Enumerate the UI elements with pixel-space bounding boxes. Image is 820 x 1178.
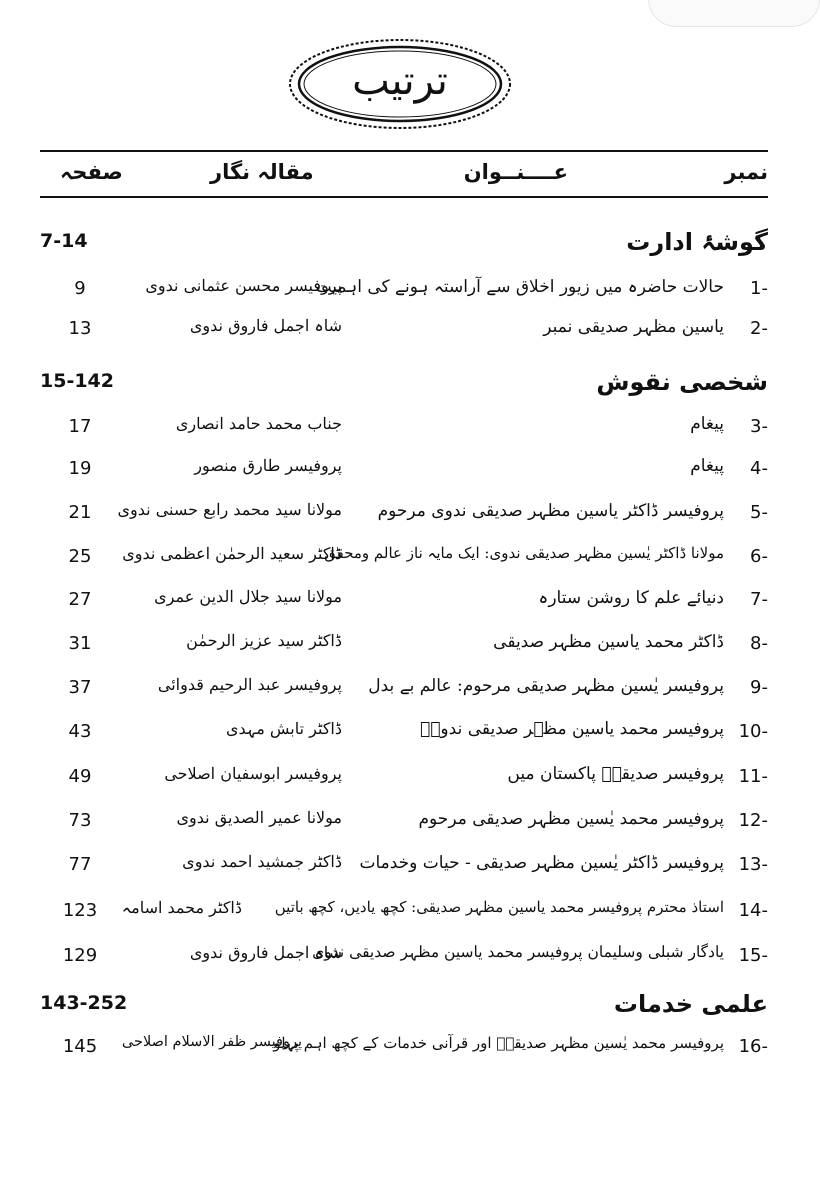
section-range: 143-252 <box>40 992 128 1014</box>
header-number: نمبر <box>724 160 768 184</box>
entry-title: پروفیسر محمد یاسین مظہر صدیقی ندویؒ <box>420 719 724 739</box>
toc-entry <box>40 939 768 977</box>
section-name: شخصی نقوش <box>596 368 768 396</box>
section-editorial <box>40 228 768 262</box>
entry-title: یاسین مظہر صدیقی نمبر <box>543 317 724 337</box>
toc-entry <box>40 715 768 753</box>
entry-author: ڈاکٹر تابش مہدی <box>225 719 342 738</box>
toc-entry <box>40 410 768 448</box>
entry-page: 129 <box>62 945 98 966</box>
corner-overlay <box>648 0 820 27</box>
entry-title: استاذ محترم پروفیسر محمد یاسین مظہر صدیقی: کچھ یادیں، کچھ باتیں <box>274 898 724 916</box>
section-name: علمی خدمات <box>613 990 768 1018</box>
entry-author: پروفیسر عبد الرحیم قدوائی <box>157 675 342 694</box>
entry-title: مولانا ڈاکٹر یٰسین مظہر صدیقی ندوی: ایک مایہ ناز عالم ومحقق <box>324 544 724 562</box>
entry-author: پروفیسر ظفر الاسلام اصلاحی <box>121 1034 302 1050</box>
entry-page: 9 <box>74 278 86 299</box>
header-title: عــــنــوان <box>463 160 568 184</box>
entry-title: پروفیسر صدیقیؒ پاکستان میں <box>507 764 724 784</box>
entry-title: پروفیسر ڈاکٹر یاسین مظہر صدیقی ندوی مرحوم <box>377 501 724 521</box>
heading-frame <box>284 34 516 134</box>
entry-number: 14- <box>738 900 768 921</box>
entry-number: 9- <box>750 677 768 698</box>
entry-number: 2- <box>750 318 768 339</box>
entry-number: 11- <box>738 766 768 787</box>
entry-number: 12- <box>738 810 768 831</box>
toc-entry <box>40 540 768 578</box>
section-name: گوشۂ ادارت <box>626 228 768 256</box>
section-range: 7-14 <box>40 230 88 252</box>
section-personal <box>40 368 768 402</box>
entry-author: پروفیسر ابوسفیان اصلاحی <box>164 764 342 783</box>
entry-title: پیغام <box>690 414 724 434</box>
entry-title: حالات حاضرہ میں زیور اخلاق سے آراستہ ہونے کی اہمیت <box>315 277 724 297</box>
toc-entry <box>40 671 768 709</box>
toc-entry <box>40 848 768 886</box>
entry-page: 145 <box>62 1036 98 1057</box>
toc-entry <box>40 804 768 842</box>
entry-page: 31 <box>68 633 92 654</box>
entry-page: 13 <box>68 318 92 339</box>
toc-entry <box>40 312 768 350</box>
entry-author: پروفیسر محسن عثمانی ندوی <box>145 276 342 295</box>
entry-number: 6- <box>750 546 768 567</box>
entry-number: 13- <box>738 854 768 875</box>
entry-page: 25 <box>68 546 92 567</box>
entry-number: 7- <box>750 589 768 610</box>
entry-author: ڈاکٹر جمشید احمد ندوی <box>182 852 342 871</box>
entry-title: پیغام <box>690 456 724 476</box>
entry-number: 5- <box>750 502 768 523</box>
entry-author: مولانا عمیر الصدیق ندوی <box>176 808 342 827</box>
entry-title: پروفیسر ڈاکٹر یٰسین مظہر صدیقی - حیات وخدمات <box>359 853 724 873</box>
entry-page: 19 <box>68 458 92 479</box>
entry-page: 43 <box>68 721 92 742</box>
entry-author: پروفیسر طارق منصور <box>194 456 342 475</box>
page-title: ترتیب <box>352 58 448 104</box>
entry-title: پروفیسر محمد یٰسین مظہر صدیقیؒ اور قرآنی خدمات کے کچھ اہم پہلو <box>273 1034 724 1052</box>
entry-number: 4- <box>750 458 768 479</box>
entry-number: 8- <box>750 633 768 654</box>
entry-page: 27 <box>68 589 92 610</box>
entry-number: 10- <box>738 721 768 742</box>
entry-author: شاہ اجمل فاروق ندوی <box>189 943 342 962</box>
entry-title: دنیائے علم کا روشن ستارہ <box>538 588 724 608</box>
entry-page: 17 <box>68 416 92 437</box>
section-scholarly <box>40 990 768 1024</box>
entry-page: 49 <box>68 766 92 787</box>
header-bottom-rule <box>40 196 768 198</box>
entry-page: 21 <box>68 502 92 523</box>
entry-author: شاہ اجمل فاروق ندوی <box>189 316 342 335</box>
toc-entry <box>40 496 768 534</box>
toc-entry <box>40 627 768 665</box>
toc-entry <box>40 894 768 932</box>
section-range: 15-142 <box>40 370 114 392</box>
toc-entry <box>40 452 768 490</box>
entry-title: ڈاکٹر محمد یاسین مظہر صدیقی <box>493 632 724 652</box>
header-top-rule <box>40 150 768 152</box>
entry-number: 15- <box>738 945 768 966</box>
entry-author: ڈاکٹر سعید الرحمٰن اعظمی ندوی <box>122 544 342 563</box>
entry-author: مولانا سید محمد رابع حسنی ندوی <box>117 500 342 519</box>
toc-entry <box>40 760 768 798</box>
entry-author: ڈاکٹر سید عزیز الرحمٰن <box>186 631 342 650</box>
header-author: مقالہ نگار <box>210 160 314 184</box>
toc-entry <box>40 1030 768 1068</box>
entry-number: 1- <box>750 278 768 299</box>
entry-title: یادگار شبلی وسلیمان پروفیسر محمد یاسین مظہر صدیقی ندوی <box>312 943 724 961</box>
entry-title: پروفیسر یٰسین مظہر صدیقی مرحوم: عالم بے بدل <box>368 676 724 696</box>
column-header <box>40 150 768 200</box>
toc-entry <box>40 583 768 621</box>
entry-page: 73 <box>68 810 92 831</box>
entry-author: ڈاکٹر محمد اسامہ <box>121 898 242 917</box>
header-page: صفحہ <box>60 160 123 184</box>
entry-page: 37 <box>68 677 92 698</box>
entry-number: 3- <box>750 416 768 437</box>
entry-page: 123 <box>62 900 98 921</box>
entry-author: مولانا سید جلال الدین عمری <box>154 587 342 606</box>
entry-author: جناب محمد حامد انصاری <box>175 414 342 433</box>
entry-page: 77 <box>68 854 92 875</box>
toc-entry <box>40 272 768 310</box>
entry-number: 16- <box>738 1036 768 1057</box>
entry-title: پروفیسر محمد یٰسین مظہر صدیقی مرحوم <box>418 809 724 829</box>
